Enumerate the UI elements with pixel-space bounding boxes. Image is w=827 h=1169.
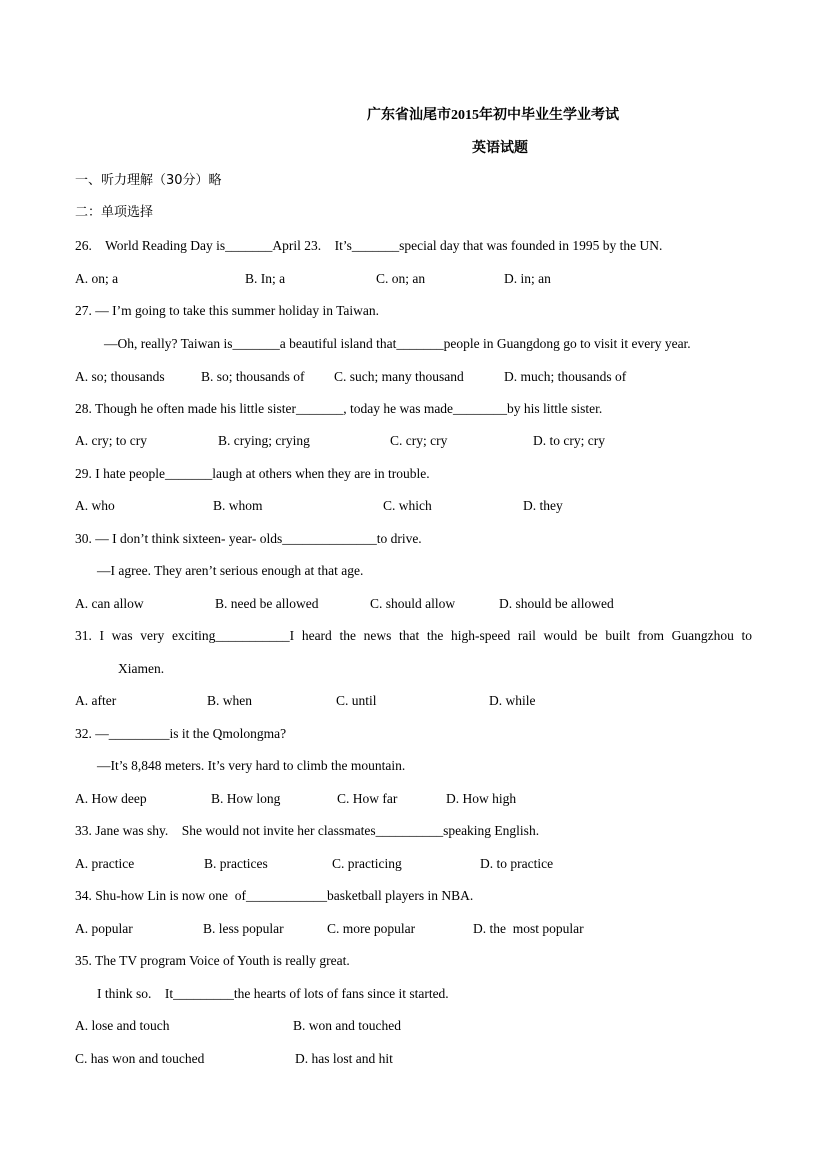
question-28-option-a: A. cry; to cry (75, 433, 147, 448)
question-27-option-b: B. so; thousands of (201, 369, 305, 384)
question-35-option-a: A. lose and touch (75, 1018, 170, 1033)
question-35-reply: I think so. It_________the hearts of lots of fans since it started. (97, 986, 449, 1001)
question-34-option-c: C. more popular (327, 921, 416, 936)
question-32-reply: —It’s 8,848 meters. It’s very hard to climb the mountain. (97, 758, 406, 773)
question-31-option-d: D. while (489, 693, 536, 708)
question-35-option-d: D. has lost and hit (295, 1051, 393, 1066)
question-27-option-a: A. so; thousands (75, 369, 165, 384)
question-32-option-b: B. How long (211, 791, 281, 806)
question-33-stem: 33. Jane was shy. She would not invite her classmates__________speaking English. (75, 823, 540, 838)
exam-subtitle: 英语试题 (472, 141, 528, 156)
question-33-option-d: D. to practice (480, 856, 554, 871)
question-26-option-b: B. In; a (245, 271, 286, 286)
question-26-option-c: C. on; an (376, 271, 426, 286)
exam-title: 广东省汕尾市2015年初中毕业生学业考试 (367, 108, 619, 123)
question-31-stem: 31. I was very exciting___________I heard the news that the high-speed rail would be built from Guangzhou to (75, 628, 752, 643)
question-29-option-b: B. whom (213, 498, 263, 513)
question-32-stem: 32. —_________is it the Qmolongma? (75, 726, 287, 741)
question-34-option-b: B. less popular (203, 921, 284, 936)
question-31-option-b: B. when (207, 693, 252, 708)
question-34-stem: 34. Shu-how Lin is now one of____________basketball players in NBA. (75, 888, 474, 903)
question-27-option-d: D. much; thousands of (504, 369, 627, 384)
question-33-option-b: B. practices (204, 856, 268, 871)
question-35-option-c: C. has won and touched (75, 1051, 205, 1066)
question-28-option-d: D. to cry; cry (533, 433, 605, 448)
question-26-stem: 26. World Reading Day is_______April 23. It’s_______special day that was founded in 1995 by the UN. (75, 238, 663, 253)
question-28-stem: 28. Though he often made his little sister_______, today he was made________by his little sister. (75, 401, 603, 416)
question-34-option-d: D. the most popular (473, 921, 584, 936)
question-35-stem: 35. The TV program Voice of Youth is really great. (75, 953, 350, 968)
question-27-stem: 27. — I’m going to take this summer holiday in Taiwan. (75, 303, 380, 318)
section-single-choice: 二：单项选择 (75, 205, 154, 220)
question-31-stem-continued: Xiamen. (118, 661, 165, 676)
question-30-option-a: A. can allow (75, 596, 144, 611)
question-32-option-d: D. How high (446, 791, 517, 806)
question-29-option-c: C. which (383, 498, 432, 513)
question-30-reply: —I agree. They aren’t serious enough at that age. (97, 563, 364, 578)
question-27-reply: —Oh, really? Taiwan is_______a beautiful island that_______people in Guangdong go to visit it every year. (104, 336, 691, 351)
question-31-option-a: A. after (75, 693, 117, 708)
question-35-option-b: B. won and touched (293, 1018, 401, 1033)
question-26-option-a: A. on; a (75, 271, 119, 286)
question-29-option-d: D. they (523, 498, 563, 513)
question-32-option-c: C. How far (337, 791, 398, 806)
question-27-option-c: C. such; many thousand (334, 369, 464, 384)
question-26-option-d: D. in; an (504, 271, 551, 286)
question-30-option-d: D. should be allowed (499, 596, 614, 611)
question-33-option-c: C. practicing (332, 856, 402, 871)
question-30-stem: 30. — I don’t think sixteen- year- olds______________to drive. (75, 531, 422, 546)
question-34-option-a: A. popular (75, 921, 133, 936)
question-30-option-b: B. need be allowed (215, 596, 319, 611)
question-28-option-b: B. crying; crying (218, 433, 310, 448)
question-29-stem: 29. I hate people_______laugh at others when they are in trouble. (75, 466, 430, 481)
question-30-option-c: C. should allow (370, 596, 456, 611)
question-33-option-a: A. practice (75, 856, 135, 871)
question-28-option-c: C. cry; cry (390, 433, 448, 448)
section-listening: 一、听力理解（30分）略 (75, 173, 222, 188)
question-31-option-c: C. until (336, 693, 377, 708)
question-29-option-a: A. who (75, 498, 115, 513)
question-32-option-a: A. How deep (75, 791, 147, 806)
